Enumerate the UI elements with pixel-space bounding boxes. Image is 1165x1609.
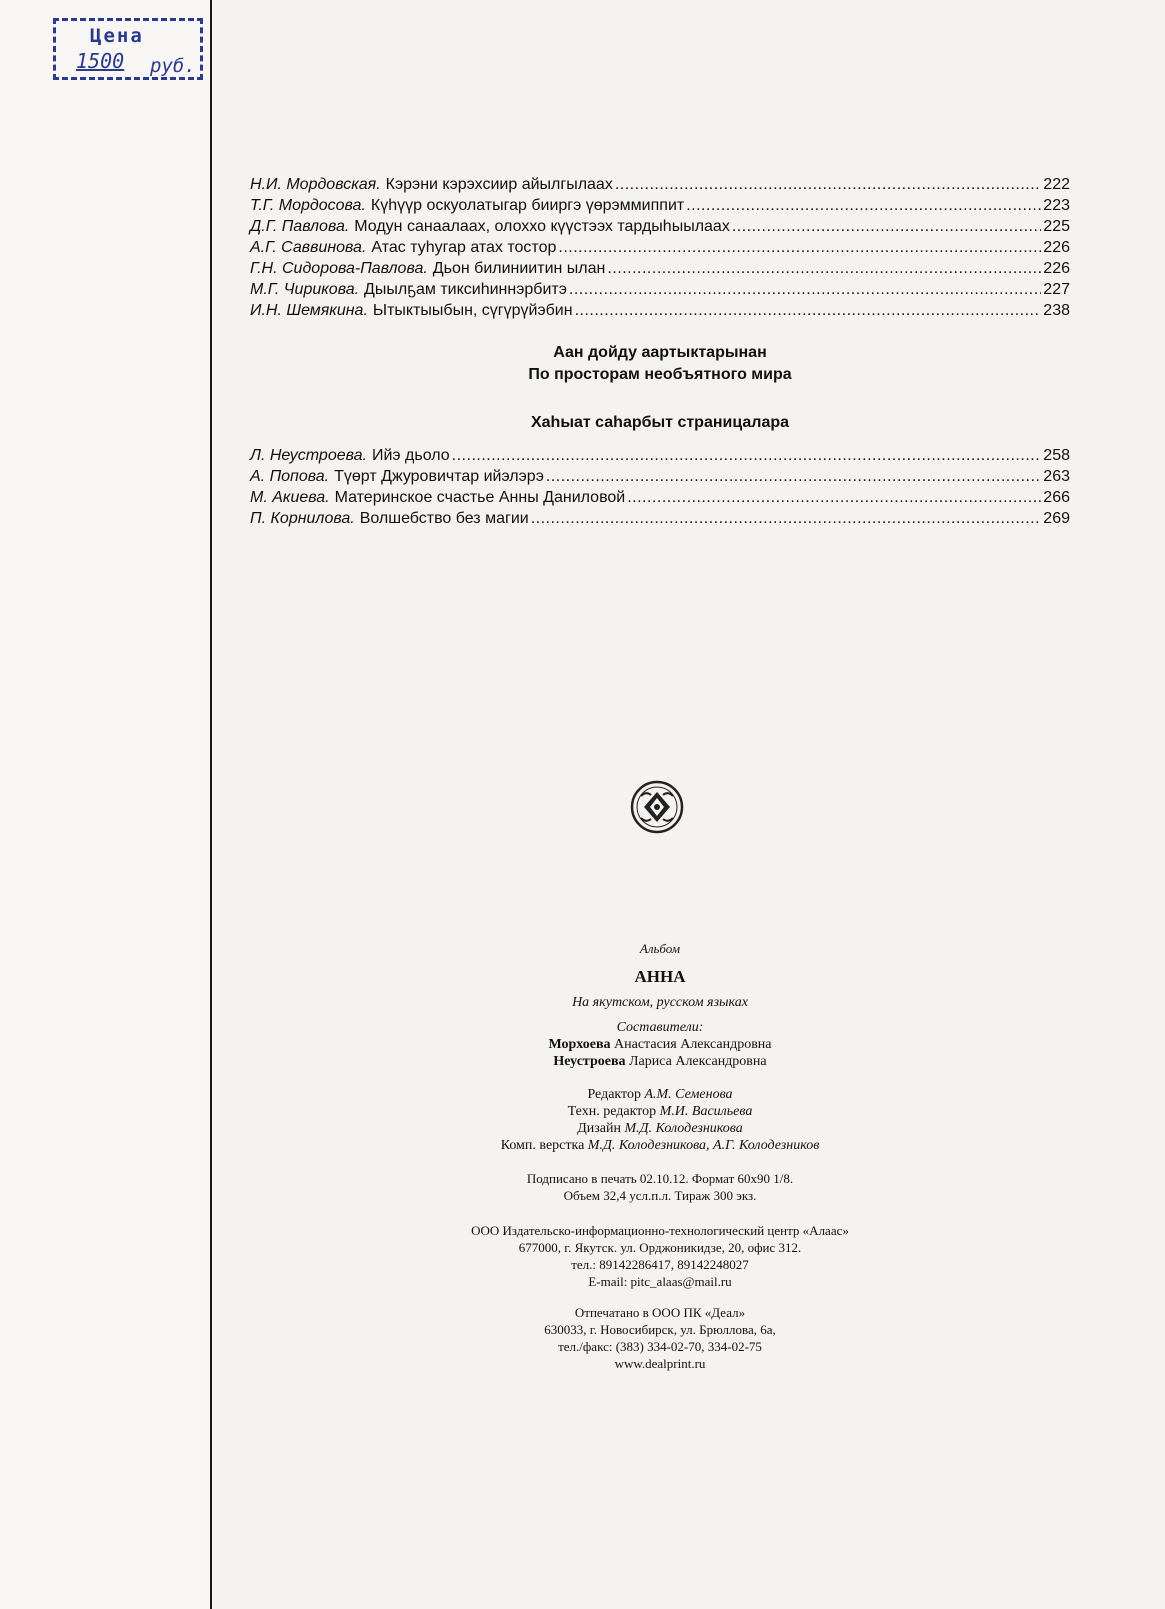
colophon-design [250, 1120, 1070, 1137]
subsection-heading: Хаһыат саһарбыт страницалара [530, 414, 790, 431]
toc-author: П. Корнилова. [250, 510, 355, 527]
colophon-publisher: ООО Издательско-информационно-технологический центр «Алаас» [471, 1223, 849, 1238]
stamp-label: Цена [90, 25, 144, 47]
toc-title: Ийэ дьоло [371, 447, 450, 464]
toc-page: 258 [1043, 447, 1070, 464]
colophon-printer-phone: тел./факс: (383) 334-02-70, 334-02-75 [558, 1339, 762, 1354]
toc-entry [250, 174, 1070, 195]
stamp-price: 1500 [76, 49, 125, 73]
compiler-surname: Морхоева [548, 1037, 611, 1052]
layout-names: М.Д. Колодезникова, А.Г. Колодезников [587, 1138, 820, 1153]
toc-title: Кэрэни кэрэхсиир айылгылаах [385, 176, 613, 193]
price-stamp [53, 18, 203, 80]
colophon-printer: Отпечатано в ООО ПК «Деал» [574, 1305, 746, 1320]
toc-title: Модун санаалаах, олоххо күүстээх тардыһыылаах [354, 218, 730, 235]
colophon-print-line-1: Подписано в печать 02.10.12. Формат 60х90 1/8. [526, 1171, 794, 1186]
toc-title: Дыылҕам тиксиһиннэрбитэ [364, 281, 567, 298]
toc-author: Г.Н. Сидорова-Павлова. [250, 260, 428, 277]
toc-leader [546, 466, 1041, 487]
colophon-print-line-2: Объем 32,4 усл.п.л. Тираж 300 экз. [563, 1188, 757, 1203]
toc-entry [250, 279, 1070, 300]
tech-editor-label: Техн. редактор [567, 1104, 657, 1119]
toc-page: 269 [1043, 510, 1070, 527]
colophon-compiler-1 [250, 1036, 1070, 1053]
layout-label: Комп. верстка [500, 1138, 585, 1153]
design-label: Дизайн [577, 1121, 621, 1136]
left-margin [0, 0, 212, 1609]
colophon-languages: На якутском, русском языках [572, 995, 748, 1010]
tech-editor-name: М.И. Васильева [659, 1104, 753, 1119]
toc-entry [250, 237, 1070, 258]
toc-title: Волшебство без магии [359, 510, 529, 527]
colophon-tech-editor [250, 1103, 1070, 1120]
toc-author: А.Г. Саввинова. [250, 239, 367, 256]
toc-entry [250, 466, 1070, 487]
colophon-publisher-email: E-mail: pitc_alaas@mail.ru [588, 1274, 732, 1289]
toc-author: Л. Неустроева. [250, 447, 367, 464]
toc-title: Күһүүр оскуолатыгар бииргэ үөрэммиппит [370, 197, 685, 214]
toc-leader [732, 216, 1041, 237]
colophon-editor [250, 1086, 1070, 1103]
colophon-publisher-address: 677000, г. Якутск. ул. Орджоникидзе, 20, офис 312. [518, 1240, 802, 1255]
design-name: М.Д. Колодезникова [624, 1121, 743, 1136]
compiler-surname: Неустроева [553, 1054, 626, 1069]
toc-author: М.Г. Чирикова. [250, 281, 360, 298]
toc-leader [531, 508, 1042, 529]
toc-group-1 [250, 174, 1070, 321]
editor-name: А.М. Семенова [644, 1087, 733, 1102]
colophon-publisher-phone: тел.: 89142286417, 89142248027 [571, 1257, 749, 1272]
toc-leader [558, 237, 1041, 258]
toc-page: 226 [1043, 239, 1070, 256]
toc-page: 222 [1043, 176, 1070, 193]
toc-page: 225 [1043, 218, 1070, 235]
toc-leader [686, 195, 1041, 216]
toc-entry [250, 300, 1070, 321]
toc-author: Т.Г. Мордосова. [250, 197, 366, 214]
toc-leader [452, 445, 1042, 466]
colophon-layout [250, 1137, 1070, 1154]
page [212, 0, 1165, 1609]
colophon-compiler-2 [250, 1053, 1070, 1070]
toc-author: А. Попова. [250, 468, 330, 485]
toc-entry [250, 487, 1070, 508]
toc-page: 238 [1043, 302, 1070, 319]
colophon [250, 940, 1070, 1372]
section-heading-sakha: Аан дойду аартыктарынан [553, 344, 767, 361]
colophon-book-title: АННА [634, 967, 686, 986]
colophon-compilers-label: Составители: [616, 1020, 704, 1035]
toc-leader [569, 279, 1041, 300]
toc-title: Дьон билиниитин ылан [432, 260, 606, 277]
toc-title: Атас туһугар атах тостор [371, 239, 557, 256]
colophon-printer-address: 630033, г. Новосибирск, ул. Брюллова, 6а, [544, 1322, 776, 1337]
toc-title: Түөрт Джуровичтар ийэлэрэ [334, 468, 544, 485]
toc-author: И.Н. Шемякина. [250, 302, 368, 319]
toc-author: Н.И. Мордовская. [250, 176, 381, 193]
toc-page: 263 [1043, 468, 1070, 485]
toc-author: М. Акиева. [250, 489, 330, 506]
toc-author: Д.Г. Павлова. [250, 218, 350, 235]
toc-entry [250, 258, 1070, 279]
toc-title: Ытыктыыбын, сүгүрүйэбин [372, 302, 573, 319]
toc-group-2 [250, 445, 1070, 529]
toc-page: 223 [1043, 197, 1070, 214]
toc-entry [250, 195, 1070, 216]
stamp-unit: руб. [150, 55, 196, 77]
toc-leader [607, 258, 1041, 279]
ornament-icon [629, 779, 685, 835]
toc-page: 227 [1043, 281, 1070, 298]
toc-leader [627, 487, 1041, 508]
compiler-name: Анастасия Александровна [614, 1037, 772, 1052]
toc-leader [615, 174, 1041, 195]
toc-entry [250, 508, 1070, 529]
toc-leader [575, 300, 1042, 321]
editor-label: Редактор [587, 1087, 641, 1102]
section-heading-russian: По просторам необъятного мира [528, 366, 792, 383]
toc-page: 266 [1043, 489, 1070, 506]
compiler-name: Лариса Александровна [629, 1054, 767, 1069]
toc-entry [250, 445, 1070, 466]
toc-title: Материнское счастье Анны Даниловой [334, 489, 626, 506]
toc-entry [250, 216, 1070, 237]
colophon-genre: Альбом [639, 941, 681, 956]
toc-page: 226 [1043, 260, 1070, 277]
colophon-printer-site: www.dealprint.ru [614, 1356, 706, 1371]
